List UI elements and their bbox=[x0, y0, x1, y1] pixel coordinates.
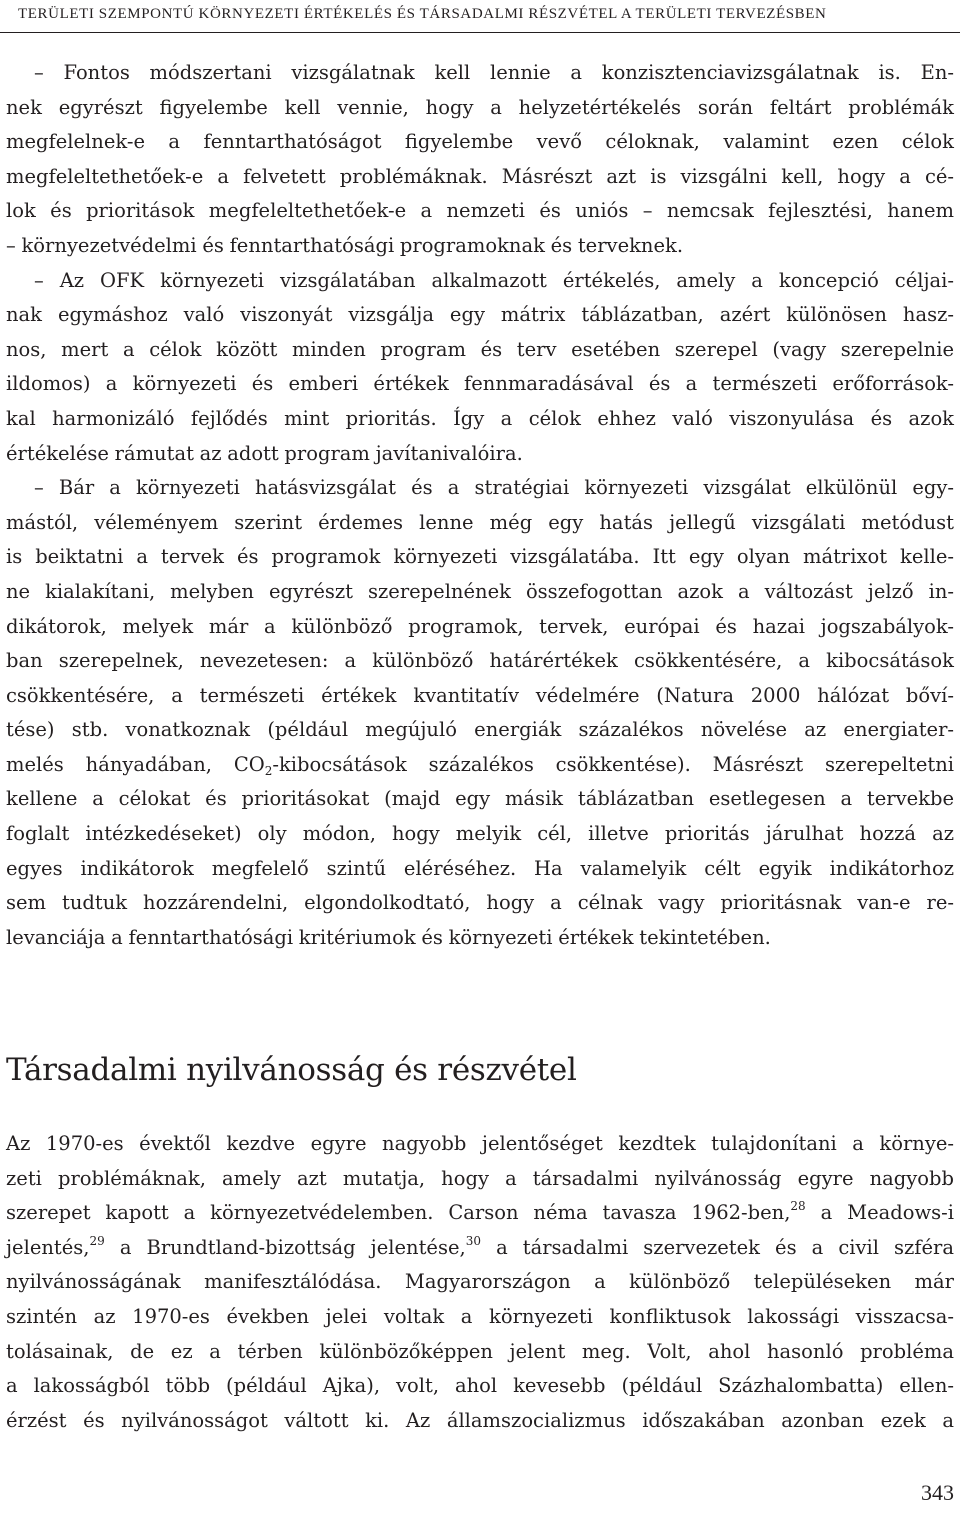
footnote-ref-28[interactable]: 28 bbox=[790, 1199, 806, 1214]
text-line: tolásainak, de ez a térben különbözőképpen jelent meg. Volt, ahol hasonló probléma bbox=[6, 1339, 954, 1363]
section-heading: Társadalmi nyilvánosság és részvétel bbox=[6, 1052, 577, 1088]
co2-after: -kibocsátások százalékos csökkentése). Másrészt szerepeltetni bbox=[272, 752, 954, 776]
section-1-body bbox=[6, 56, 954, 955]
text-line: – Bár a környezeti hatásvizsgálat és a stratégiai környezeti vizsgálat elkülönül egy- bbox=[34, 476, 954, 500]
text-line: kal harmonizáló fejlődés mint prioritás. Így a célok ehhez való viszonyulása és azok bbox=[6, 406, 954, 430]
header-rule bbox=[0, 32, 960, 33]
text-line: levanciája a fenntarthatósági kritériumok és környezeti értékek tekintetében. bbox=[6, 925, 771, 949]
text-line: kellene a célokat és prioritásokat (majd egy másik táblázatban esetlegesen a tervekbe bbox=[6, 787, 954, 811]
footnote-ref-29[interactable]: 29 bbox=[89, 1233, 105, 1248]
text-segment: a társadalmi szervezetek és a civil szféra bbox=[481, 1235, 955, 1259]
text-line: megfeleltethetőek-e a felvetett problémáknak. Másrészt azt is vizsgálni kell, hogy a cé- bbox=[6, 164, 954, 188]
text-line-co2 bbox=[6, 748, 954, 783]
text-line: lok és prioritások megfeleltethetőek-e a nemzeti és uniós – nemcsak fejlesztési, hanem bbox=[6, 199, 954, 223]
text-line: zeti problémáknak, amely azt mutatja, hogy a társadalmi nyilvánosság egyre nagyobb bbox=[6, 1166, 954, 1190]
footnote-ref-30[interactable]: 30 bbox=[465, 1233, 482, 1248]
text-line: mástól, véleményem szerint érdemes lenne még egy hatás jellegű vizsgálati metódust bbox=[6, 510, 954, 534]
text-line: csökkentésére, a természeti értékek kvantitatív védelmére (Natura 2000 hálózat bővı́- bbox=[6, 683, 954, 707]
text-segment: a Brundtland-bizottság jelentése, bbox=[104, 1235, 466, 1259]
text-line-footnotes-29-30 bbox=[6, 1231, 954, 1266]
text-line: Az 1970-es évektől kezdve egyre nagyobb jelentőséget kezdtek tulajdonítani a környe- bbox=[6, 1132, 954, 1155]
text-line: – környezetvédelmi és fenntarthatósági programoknak és terveknek. bbox=[6, 233, 684, 257]
text-line: nos, mert a célok között minden program és terv esetében szerepel (vagy szerepelnie bbox=[6, 337, 954, 361]
text-line: ne kialakítani, melyben egyrészt szerepelnének összefogottan azok a változást jelző in- bbox=[6, 579, 954, 603]
text-line: nyilvánosságának manifesztálódása. Magyarországon a különböző településeken már bbox=[6, 1270, 954, 1294]
text-line: is beiktatni a tervek és programok környezeti vizsgálatába. Itt egy olyan mátrixot kelle- bbox=[6, 545, 954, 569]
text-line: megfelelnek-e a fenntarthatóságot figyelembe vevő céloknak, valamint ezen célok bbox=[6, 130, 954, 154]
text-line: érzést és nyilvánosságot váltott ki. Az államszocializmus időszakában azonban ezek a bbox=[6, 1408, 954, 1432]
running-header: TERÜLETI SZEMPONTÚ KÖRNYEZETI ÉRTÉKELÉS ÉS TÁRSADALMI RÉSZVÉTEL A TERÜLETI TERVEZÉSBEN bbox=[18, 6, 827, 22]
text-line: – Fontos módszertani vizsgálatnak kell lennie a konzisztenciavizsgálatnak is. En- bbox=[34, 61, 954, 84]
text-line: értékelése rámutat az adott program javítanivalóira. bbox=[6, 441, 523, 465]
text-line: a lakosságból több (például Ajka), volt, ahol kevesebb (például Százhalombatta) ellen- bbox=[6, 1374, 954, 1398]
text-line: foglalt intézkedéseket) oly módon, hogy melyik cél, illetve prioritás járulhat hozzá az bbox=[6, 822, 954, 846]
page-number: 343 bbox=[921, 1480, 954, 1505]
text-line: nek egyrészt figyelembe kell vennie, hogy a helyzetértékelés során feltárt problémák bbox=[6, 95, 954, 119]
text-line: dikátorok, melyek már a különböző programok, tervek, európai és hazai jogszabályok- bbox=[6, 614, 954, 638]
text-line: ban szerepelnek, nevezetesen: a különböző határértékek csökkentésére, a kibocsátások bbox=[6, 649, 954, 673]
text-segment: a Meadows-i bbox=[805, 1201, 954, 1225]
text-line: sem tudtuk hozzárendelni, elgondolkodtató, hogy a célnak vagy prioritásnak van-e re- bbox=[6, 891, 954, 915]
text-line-footnote-28 bbox=[6, 1196, 954, 1231]
co2-subscript: 2 bbox=[264, 763, 273, 778]
text-line: nak egymáshoz való viszonyát vizsgálja egy mátrix táblázatban, azért különösen hasz- bbox=[6, 303, 954, 327]
text-line: ildomos) a környezeti és emberi értékek fennmaradásával és a természeti erőforrások- bbox=[6, 372, 954, 396]
section-2-body bbox=[6, 1127, 954, 1438]
co2-before: melés hányadában, CO bbox=[6, 752, 265, 776]
text-line: – Az OFK környezeti vizsgálatában alkalmazott értékelés, amely a koncepció céljai- bbox=[34, 268, 954, 292]
text-segment: jelentés, bbox=[6, 1235, 90, 1259]
text-line: egyes indikátorok megfelelő szintű eléréséhez. Ha valamelyik célt egyik indikátorhoz bbox=[6, 856, 954, 880]
text-segment: szerepet kapott a környezetvédelemben. Carson néma tavasza 1962-ben, bbox=[6, 1201, 791, 1225]
text-line: tése) stb. vonatkoznak (például megújuló energiák százalékos növelése az energiater- bbox=[6, 718, 954, 742]
text-line: szintén az 1970-es években jelei voltak a környezeti konfliktusok lakossági visszacsa- bbox=[6, 1304, 954, 1328]
